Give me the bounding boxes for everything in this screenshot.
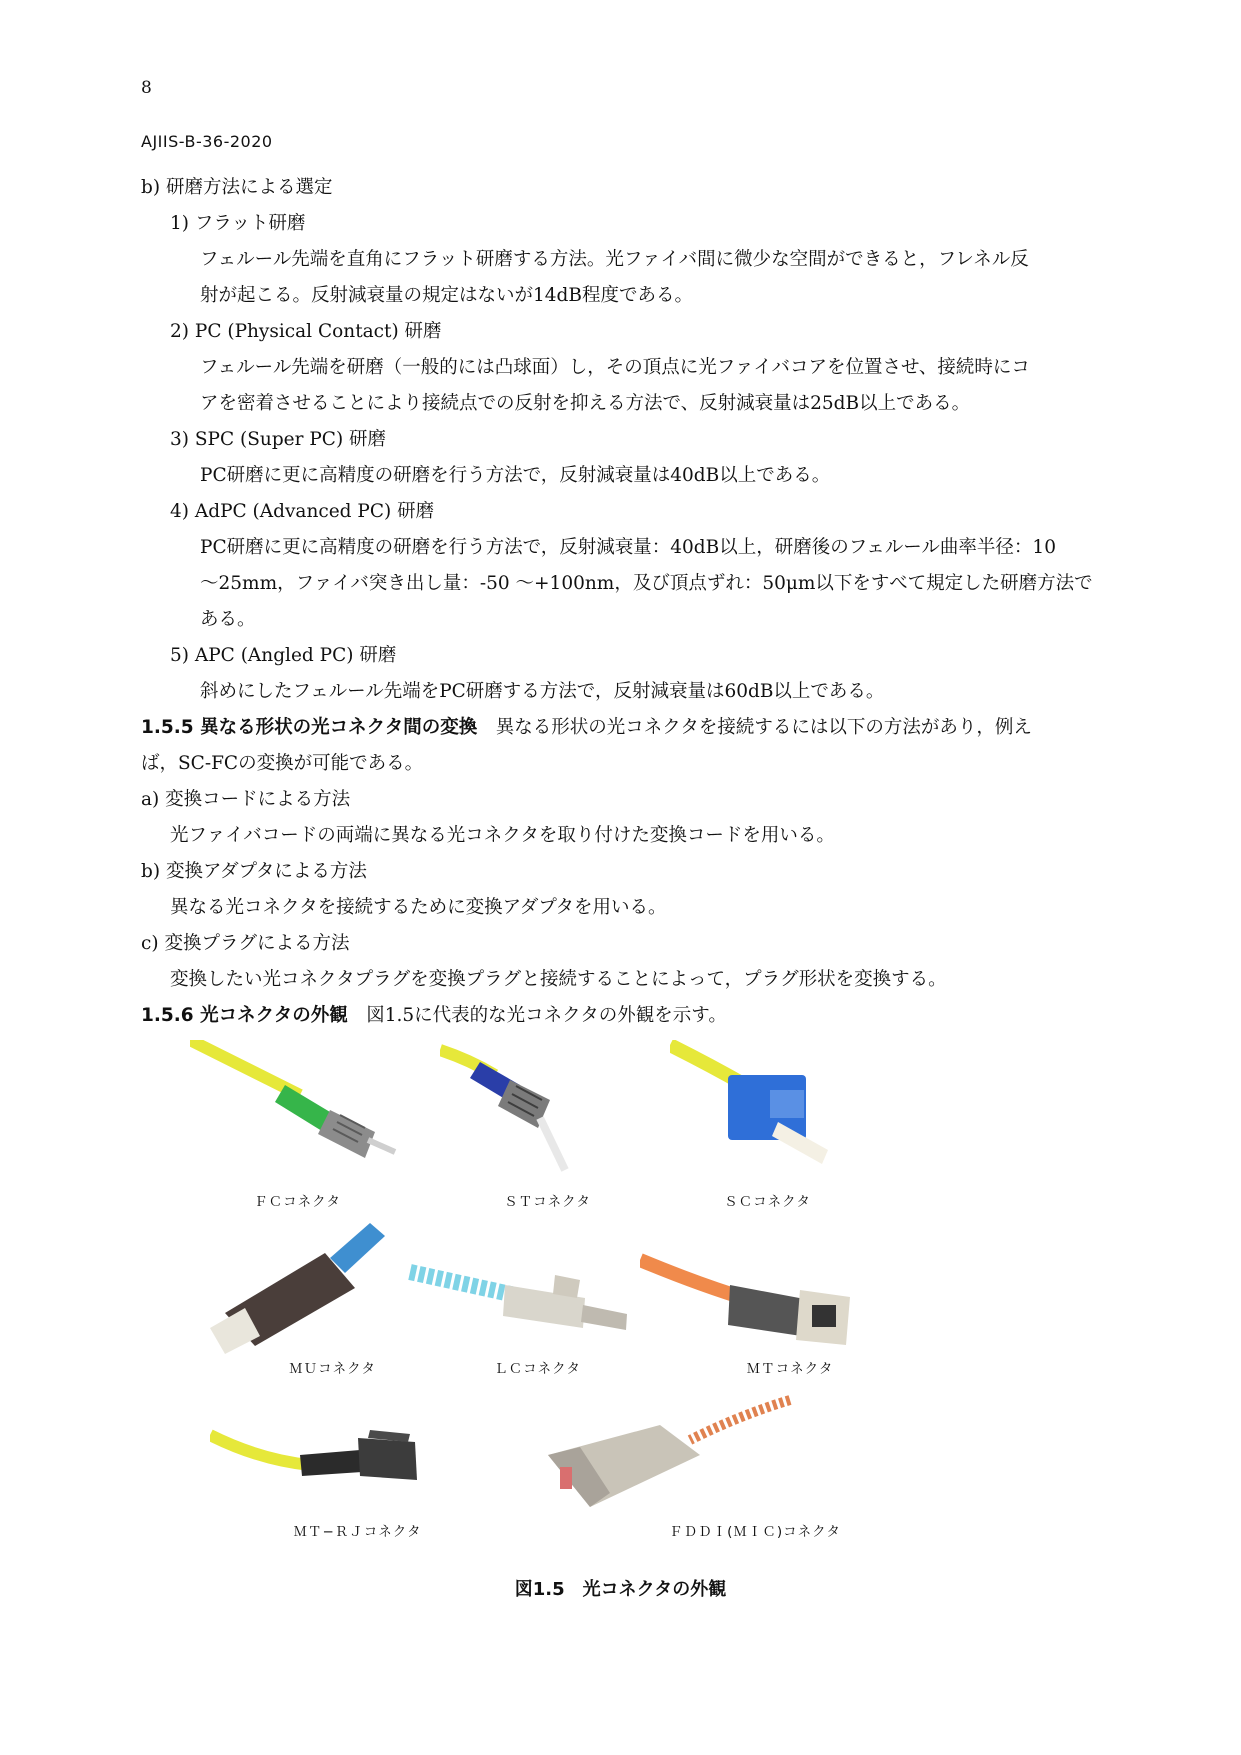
method-a-title: a) 変換コードによる方法	[141, 789, 351, 810]
polish-1-line: 射が起こる。反射減衰量の規定はないが14dB程度である。	[200, 285, 693, 306]
mt-connector-label: ＭＴコネクタ	[746, 1361, 834, 1377]
method-b-title: b) 変換アダプタによる方法	[141, 861, 367, 882]
polish-1-title: 1) フラット研磨	[170, 213, 306, 234]
sc-connector-photo	[670, 1040, 835, 1175]
section-156-heading: 1.5.6 光コネクタの外観	[141, 1005, 348, 1026]
fc-connector-label: ＦＣコネクタ	[254, 1194, 341, 1210]
st-connector-label: ＳＴコネクタ	[504, 1194, 591, 1210]
polish-2-title: 2) PC (Physical Contact) 研磨	[170, 321, 442, 342]
mu-connector-label: ＭＵコネクタ	[289, 1361, 376, 1377]
polish-2-line: アを密着させることにより接続点での反射を抑える方法で、反射減衰量は25dB以上である。	[200, 393, 971, 414]
polish-5-title: 5) APC (Angled PC) 研磨	[170, 645, 397, 666]
polish-1-line: フェルール先端を直角にフラット研磨する方法。光ファイバ間に微少な空間ができると，フレネル反	[200, 249, 1029, 270]
mtrj-connector-label: ＭＴ−ＲＪコネクタ	[293, 1524, 422, 1540]
polish-5-line: 斜めにしたフェルール先端をPC研磨する方法で，反射減衰量は60dB以上である。	[200, 681, 885, 702]
page-number: 8	[141, 78, 152, 98]
st-connector-photo	[440, 1040, 590, 1175]
mu-connector-photo	[205, 1218, 390, 1358]
section-155-text-1: 異なる形状の光コネクタを接続するには以下の方法があり，例え	[477, 717, 1032, 738]
method-b-text: 異なる光コネクタを接続するために変換アダプタを用いる。	[170, 897, 667, 918]
polish-3-line: PC研磨に更に高精度の研磨を行う方法で，反射減衰量は40dB以上である。	[200, 465, 831, 486]
body-text	[141, 170, 1101, 1034]
method-c-title: c) 変換プラグによる方法	[141, 933, 350, 954]
polish-3-title: 3) SPC (Super PC) 研磨	[170, 429, 387, 450]
sc-connector-label: ＳＣコネクタ	[724, 1194, 811, 1210]
section-156-line	[141, 998, 1101, 1034]
fc-connector-photo	[190, 1040, 405, 1180]
method-a-text: 光ファイバコードの両端に異なる光コネクタを取り付けた変換コードを用いる。	[170, 825, 835, 846]
section-155-text-2: ば，SC-FCの変換が可能である。	[141, 753, 424, 774]
figure-caption: 図1.5 光コネクタの外観	[514, 1579, 727, 1600]
polish-4-line: ある。	[200, 609, 256, 630]
method-c-text: 変換したい光コネクタプラグを変換プラグと接続することによって，プラグ形状を変換する。	[170, 969, 947, 990]
section-155-heading: 1.5.5 異なる形状の光コネクタ間の変換	[141, 717, 478, 738]
lc-connector-label: ＬＣコネクタ	[494, 1361, 581, 1377]
section-155-line-1	[141, 710, 1101, 746]
lc-connector-photo	[405, 1250, 630, 1345]
mt-connector-photo	[640, 1245, 865, 1350]
polish-2-line: フェルール先端を研磨（一般的には凸球面）し，その頂点に光ファイバコアを位置させ、接続時にコ	[200, 357, 1030, 378]
document-id: AJIIS-B-36-2020	[141, 132, 273, 151]
polish-4-line: 〜25mm，ファイバ突き出し量：-50 〜+100nm，及び頂点ずれ：50μm以下をすべて規定した研磨方法で	[200, 573, 1093, 594]
mtrj-connector-photo	[210, 1390, 430, 1500]
section-b-heading: b) 研磨方法による選定	[141, 177, 333, 198]
polish-4-line: PC研磨に更に高精度の研磨を行う方法で，反射減衰量：40dB以上，研磨後のフェルール曲率半径：10	[200, 537, 1056, 558]
section-156-text: 図1.5に代表的な光コネクタの外観を示す。	[347, 1005, 727, 1026]
fddi-connector-label: ＦＤＤＩ(ＭＩＣ)コネクタ	[669, 1524, 841, 1540]
fddi-connector-photo	[540, 1395, 805, 1515]
polish-4-title: 4) AdPC (Advanced PC) 研磨	[170, 501, 435, 522]
